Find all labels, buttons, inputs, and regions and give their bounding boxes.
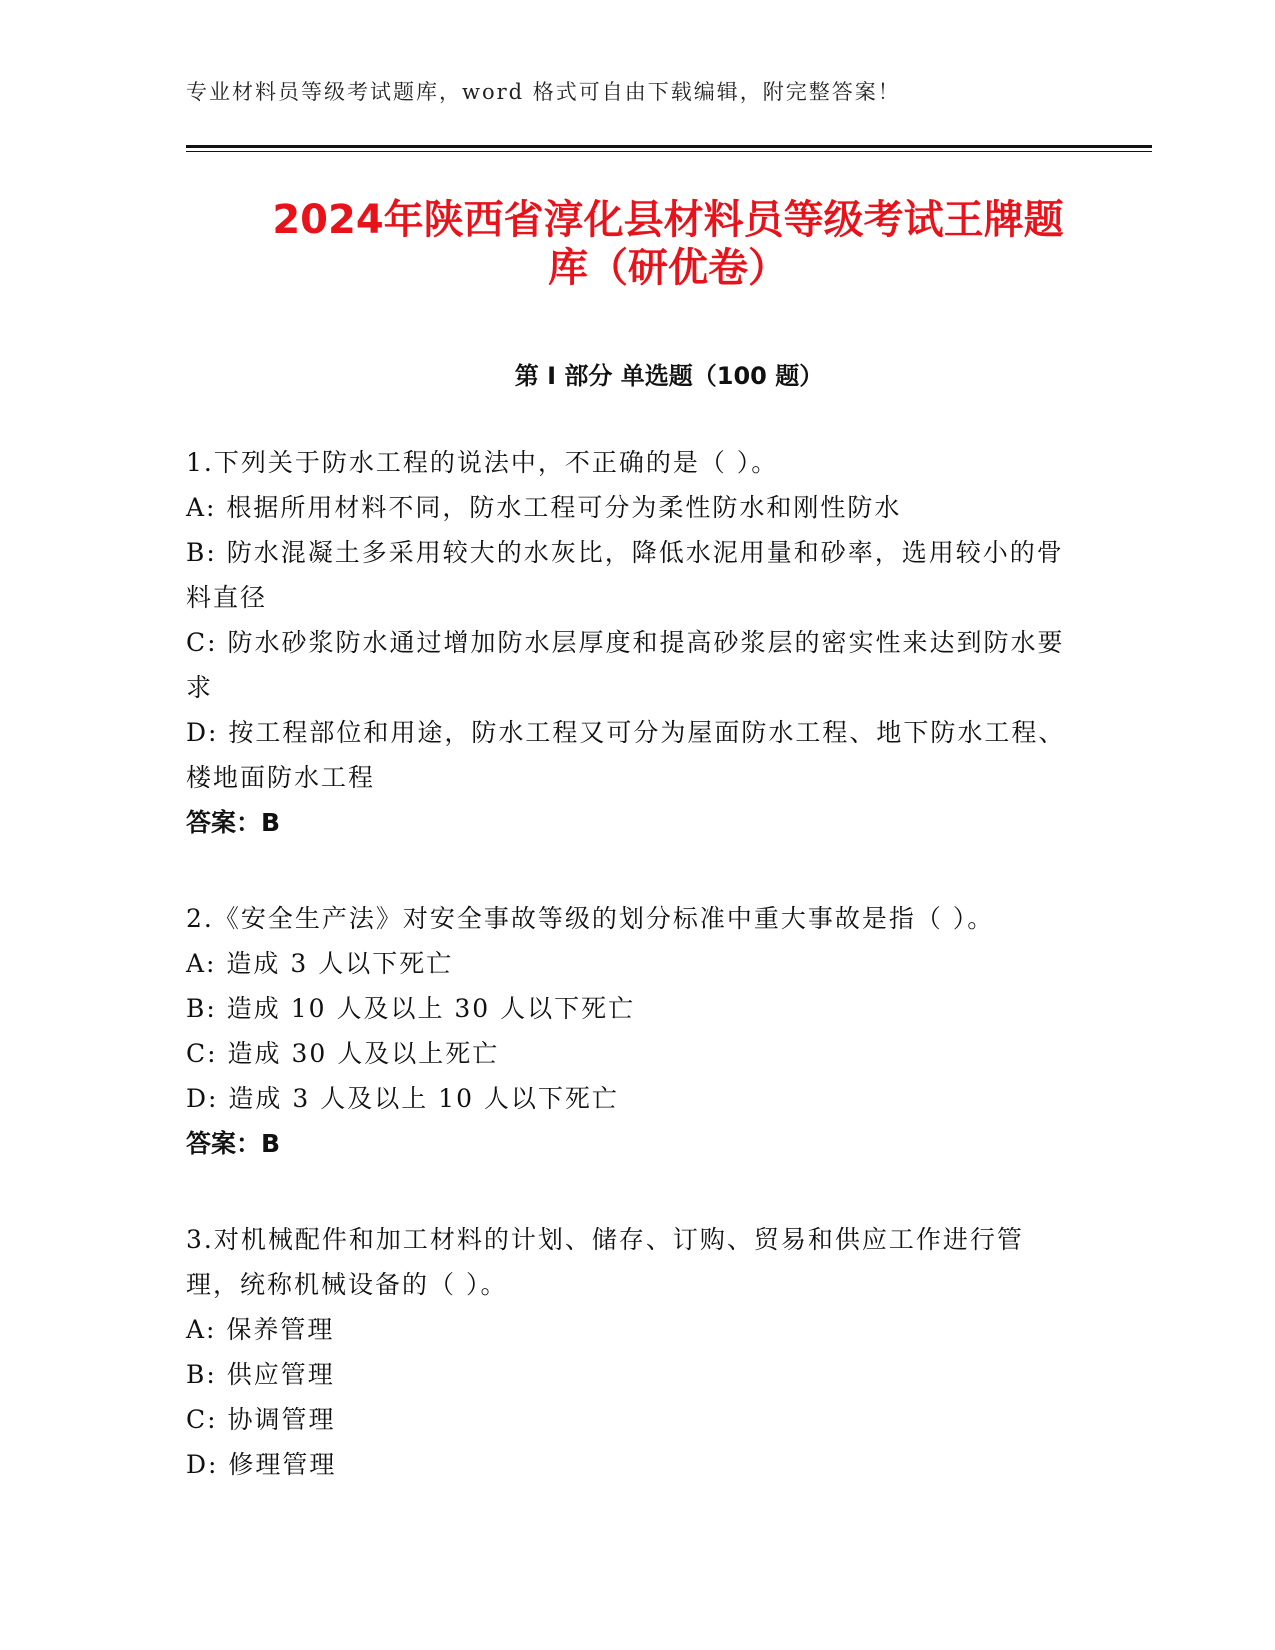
section-heading: 第 I 部分 单选题（100 题） xyxy=(514,362,824,390)
option-a: A: 根据所用材料不同，防水工程可分为柔性防水和刚性防水 xyxy=(186,493,902,522)
option-a: A: 保养管理 xyxy=(186,1315,335,1344)
question-stem: 3.对机械配件和加工材料的计划、储存、订购、贸易和供应工作进行管理，统称机械设备的（ ）。 xyxy=(186,1225,1024,1299)
question-3 xyxy=(186,1217,1066,1487)
option-b: B: 造成 10 人及以上 30 人以下死亡 xyxy=(186,994,636,1023)
header-rule-thick xyxy=(186,145,1152,148)
title-line-2: 库（研优卷） xyxy=(548,245,788,291)
question-stem: 2.《安全生产法》对安全事故等级的划分标准中重大事故是指（ ）。 xyxy=(186,904,995,933)
option-c: C: 防水砂浆防水通过增加防水层厚度和提高砂浆层的密实性来达到防水要求 xyxy=(186,628,1065,702)
title-line-1: 2024年陕西省淳化县材料员等级考试王牌题 xyxy=(272,197,1064,243)
answer-label: 答案：B xyxy=(186,808,281,837)
question-stem: 1.下列关于防水工程的说法中，不正确的是（ ）。 xyxy=(186,448,779,477)
answer-label: 答案：B xyxy=(186,1129,281,1158)
option-d: D: 造成 3 人及以上 10 人以下死亡 xyxy=(186,1084,619,1113)
option-d: D: 修理管理 xyxy=(186,1450,337,1479)
option-c: C: 造成 30 人及以上死亡 xyxy=(186,1039,500,1068)
header-note: 专业材料员等级考试题库，word 格式可自由下载编辑，附完整答案！ xyxy=(186,80,901,104)
option-c: C: 协调管理 xyxy=(186,1405,336,1434)
option-b: B: 供应管理 xyxy=(186,1360,335,1389)
header-rule-thin xyxy=(186,151,1152,152)
option-d: D: 按工程部位和用途，防水工程又可分为屋面防水工程、地下防水工程、楼地面防水工程 xyxy=(186,718,1066,792)
option-b: B: 防水混凝土多采用较大的水灰比，降低水泥用量和砂率，选用较小的骨料直径 xyxy=(186,538,1064,612)
option-a: A: 造成 3 人以下死亡 xyxy=(186,949,454,978)
question-2 xyxy=(186,896,1066,1166)
document-title xyxy=(160,196,1176,292)
question-1 xyxy=(186,440,1066,845)
